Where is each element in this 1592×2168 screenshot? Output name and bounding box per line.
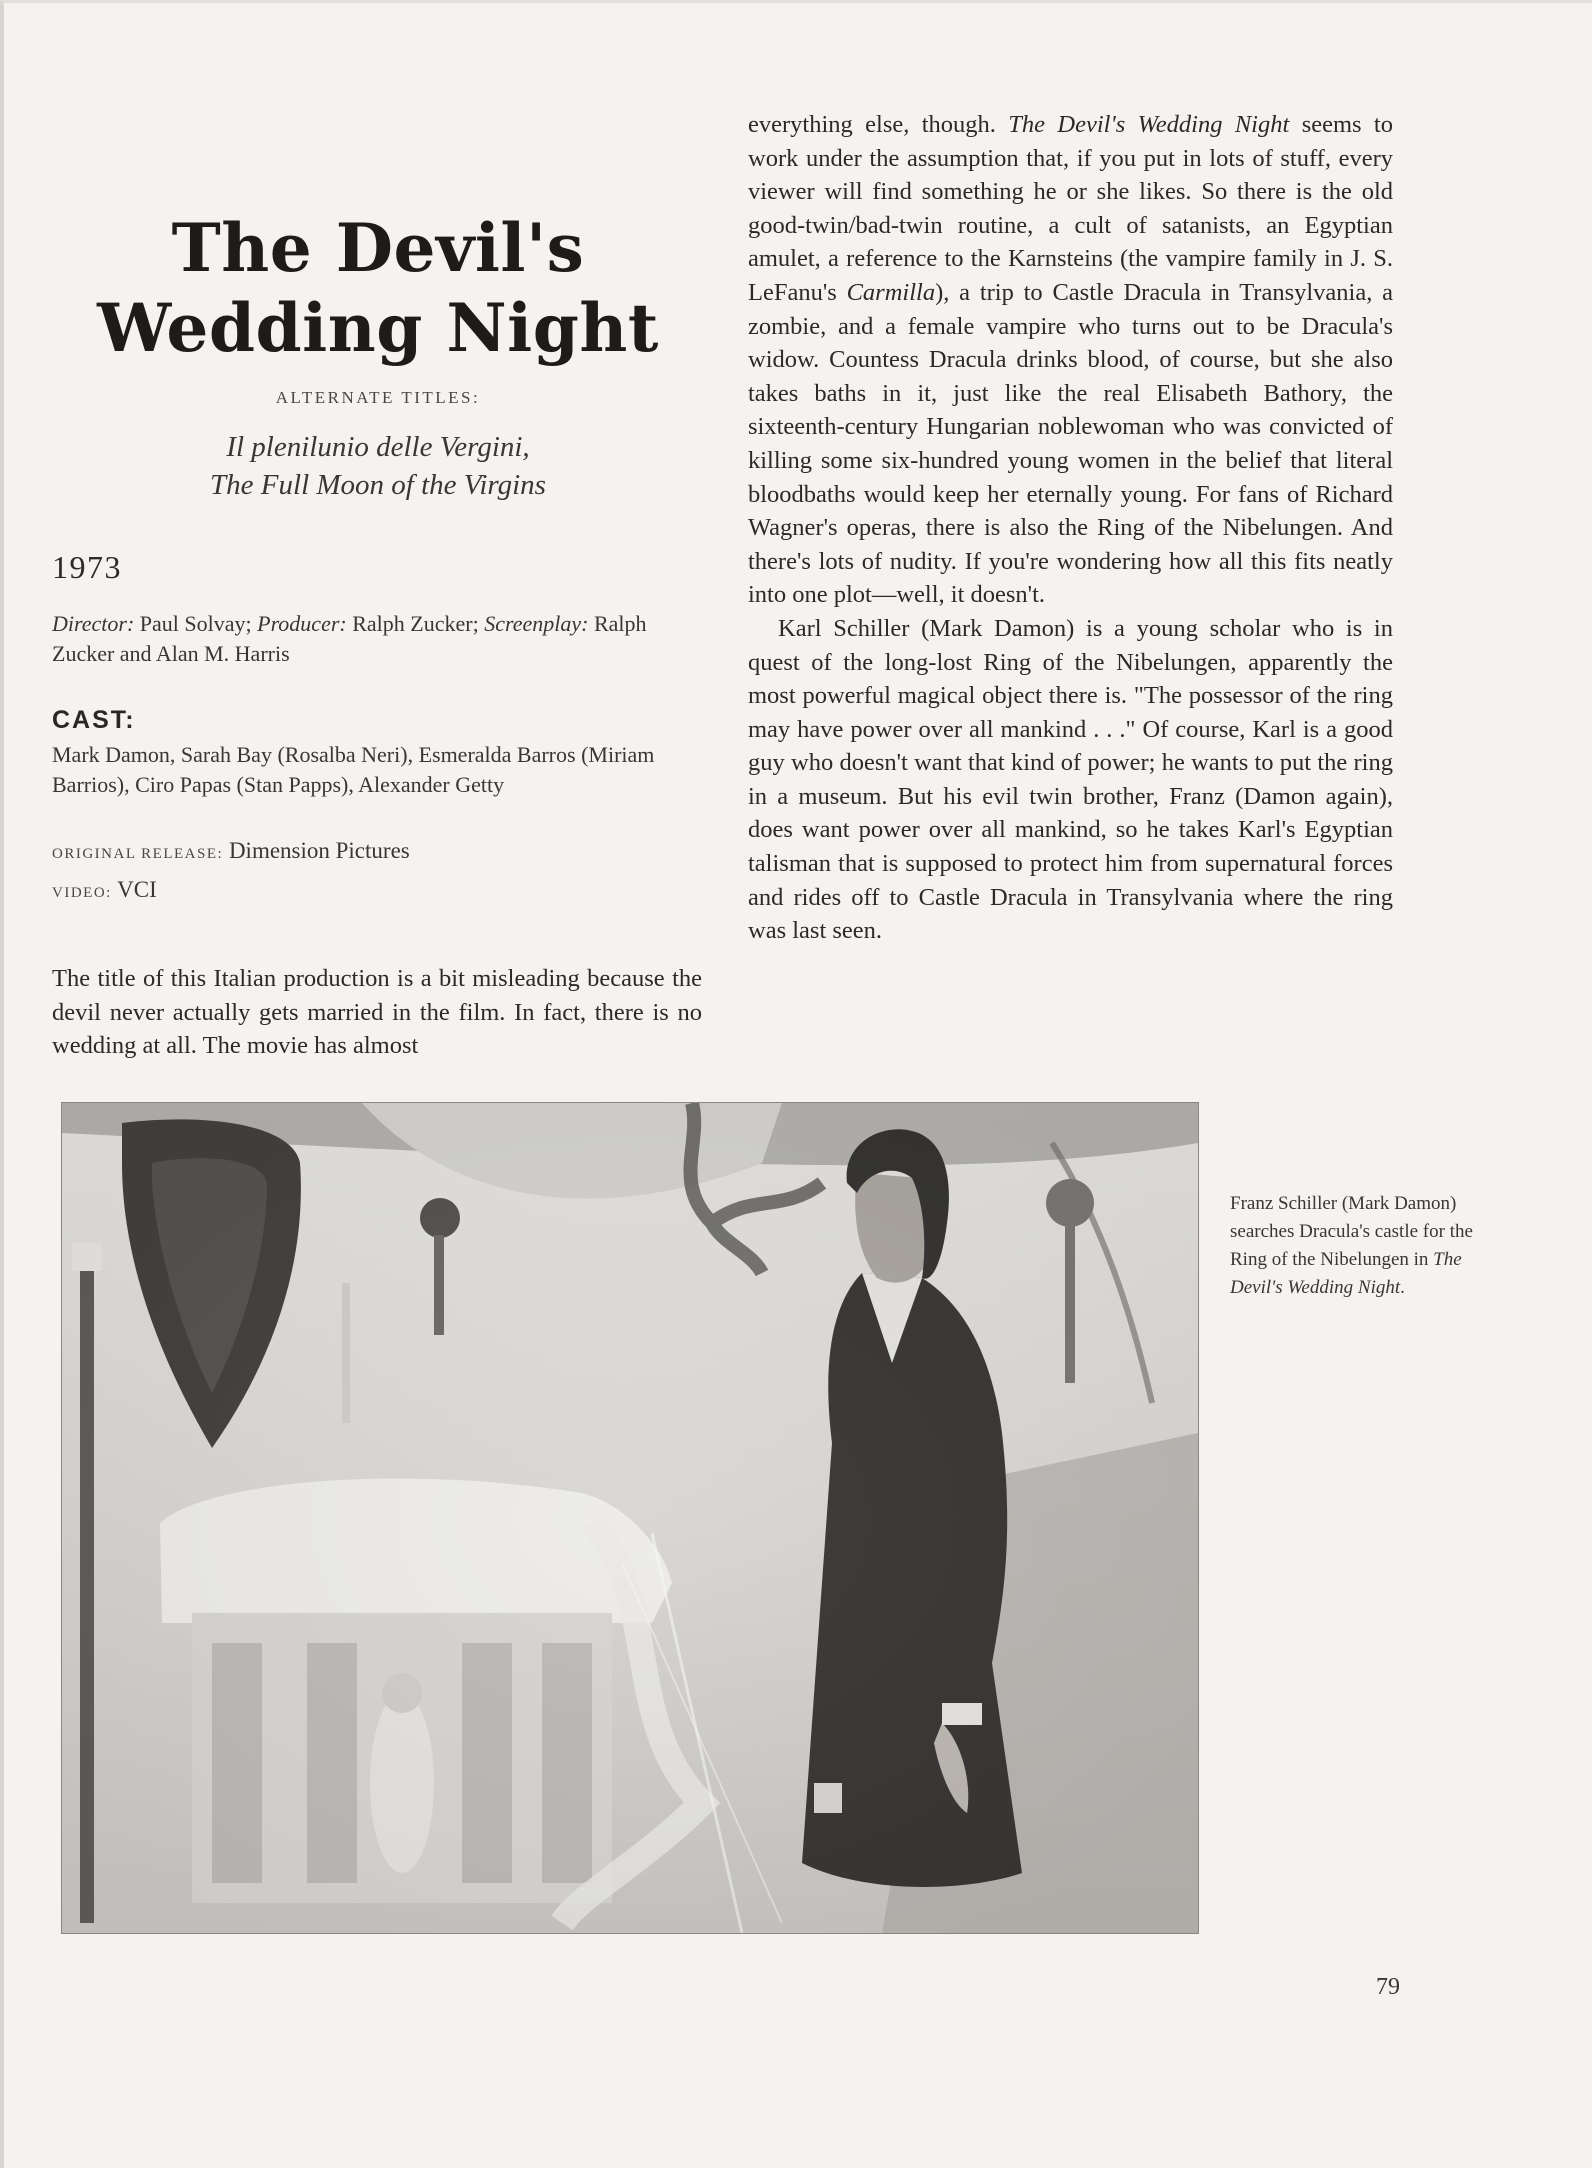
screenplay-label: Screenplay: xyxy=(484,611,589,636)
video-value: VCI xyxy=(117,877,157,902)
release-year: 1973 xyxy=(52,549,122,585)
caption-film-title: The Devil's Wedding Night xyxy=(1230,1249,1462,1298)
caption-end: . xyxy=(1400,1277,1405,1298)
screenplay: Ralph Zucker and Alan M. Harris xyxy=(52,611,647,666)
right-column xyxy=(748,108,1393,948)
cast-heading: CAST: xyxy=(52,706,136,734)
video-release xyxy=(52,877,157,903)
text-run: seems to work under the assumption that, if you put in lots of stuff, every viewer will find something he or she likes. So there is the old good-twin/bad-twin routine, a cult of satanists, an Egyptian amulet, a reference to the Karnsteins (the vampire family in J. S. LeFanu's xyxy=(748,111,1393,306)
producer-label: Producer: xyxy=(257,611,347,636)
director: Paul Solvay; xyxy=(139,611,252,636)
alternate-title: Il plenilunio delle Vergini, xyxy=(226,431,530,463)
producer: Ralph Zucker; xyxy=(352,611,479,636)
credits xyxy=(52,609,704,669)
paragraph-continuation xyxy=(748,108,1393,612)
text-run: everything else, though. xyxy=(748,111,996,138)
page-number: 79 xyxy=(1376,1974,1400,2000)
cast-list: Mark Damon, Sarah Bay (Rosalba Neri), Esmeralda Barros (Miriam Barrios), Ciro Papas (Stan Papps), Alexander Getty xyxy=(52,742,655,797)
book-title-reference: Carmilla xyxy=(846,278,936,306)
alternate-titles-label: ALTERNATE TITLES: xyxy=(275,388,481,407)
alternate-title: The Full Moon of the Virgins xyxy=(210,469,546,501)
original-release xyxy=(52,838,410,864)
text-run: ), a trip to Castle Dracula in Transylvania, a zombie, and a female vampire who turns out to be Dracula's widow. Countess Dracula drinks blood, of course, but she also takes baths in it, just like the real Elisabeth Bathory, the sixteenth-century Hungarian noblewoman who was convicted of killing some six-hundred young women in the belief that literal bloodbaths would keep her eternally young. For fans of Richard Wagner's operas, there is also the Ring of the Nibelungen. And there's lots of nudity. If you're wondering how all this fits neatly into one plot—well, it doesn't. xyxy=(748,278,1394,609)
release-label: ORIGINAL RELEASE: xyxy=(52,846,224,862)
video-label: VIDEO: xyxy=(52,885,112,901)
caption-text: Franz Schiller (Mark Damon) searches Dracula's castle for the Ring of the Nibelungen in xyxy=(1230,1193,1473,1270)
release-value: Dimension Pictures xyxy=(228,838,410,863)
paragraph-plot: Karl Schiller (Mark Damon) is a young scholar who is in quest of the long-lost Ring of the Nibelungen, apparently the most powerful magical object there is. "The possessor of the ring may have power over all mankind . . ." Of course, Karl is a good guy who doesn't want that kind of power; he wants to put the ring in a museum. But his evil twin brother, Franz (Damon again), does want power over all mankind, so he takes Karl's Egyptian talisman that is supposed to protect him from supernatural forces and rides off to Castle Dracula in Transylvania where the ring was last seen. xyxy=(748,614,1393,945)
alternate-titles xyxy=(52,428,704,504)
film-title: The Devil's Wedding Night xyxy=(97,209,659,367)
film-still-photo xyxy=(61,1102,1199,1934)
director-label: Director: xyxy=(52,611,135,636)
photo-caption xyxy=(1230,1190,1490,1302)
film-title-reference: The Devil's Wedding Night xyxy=(1008,111,1290,138)
intro-paragraph: The title of this Italian production is a bit misleading because the devil never actually gets married in the film. In fact, there is no wedding at all. The movie has almost xyxy=(52,965,702,1060)
